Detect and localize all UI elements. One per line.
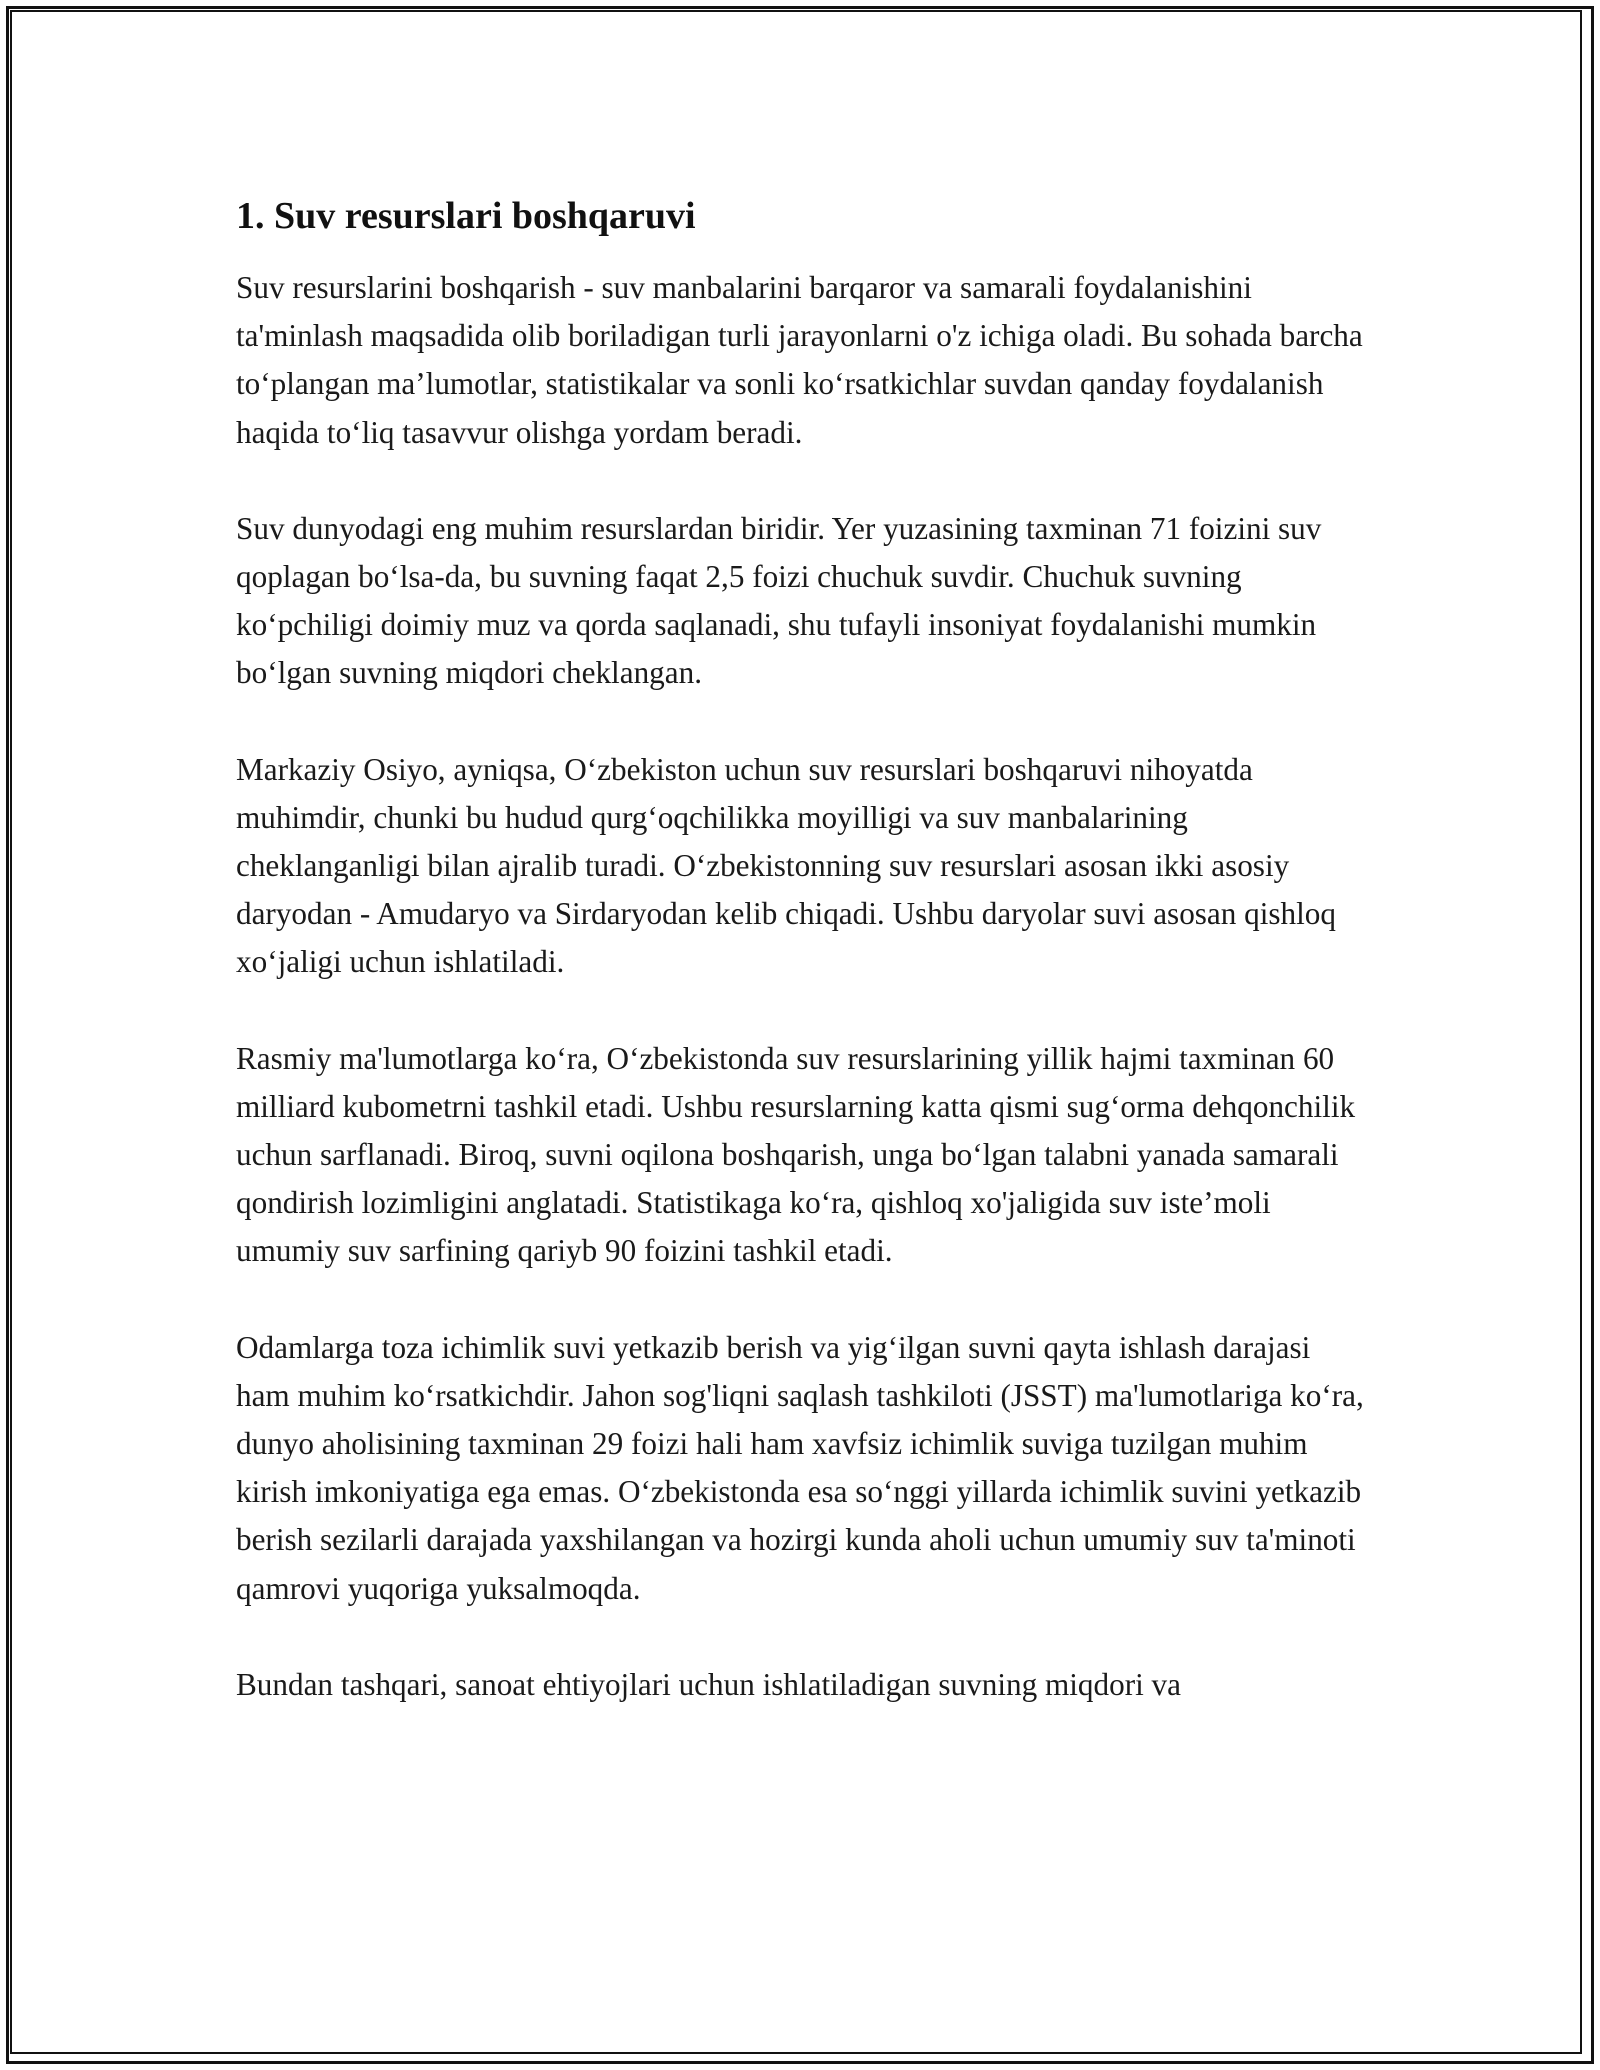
paragraph-global-water: Suv dunyodagi eng muhim resurslardan biridir. Yer yuzasining taxminan 71 foizini suv qoplagan bo‘lsa-da, bu suvning faqat 2,5 foizi chuchuk suvdir. Chuchuk suvning ko‘pchiligi doimiy muz va qorda saqlanadi, shu tufayli insoniyat foydalanishi mumkin bo‘lgan suvning miqdori cheklangan. [236,510,1322,691]
section-heading: 1. Suv resurslari boshqaruvi [236,195,696,237]
document-body [236,184,1366,1757]
paragraph-drinking-water: Odamlarga toza ichimlik suvi yetkazib berish va yig‘ilgan suvni qayta ishlash darajasi ham muhim ko‘rsatkichdir. Jahon sog'liqni saqlash tashkiloti (JSST) ma'lumotlariga ko‘ra, dunyo aholisining taxminan 29 foizi hali ham xavfsiz ichimlik suviga tuzilgan muhim kirish imkoniyatiga ega emas. O‘zbekistonda esa so‘nggi yillarda ichimlik suvini yetkazib berish sezilarli darajada yaxshilangan va hozirgi kunda aholi uchun umumiy suv ta'minoti qamrovi yuqoriga yuksalmoqda. [236,1329,1364,1606]
paragraph-water-management-intro: Suv resurslarini boshqarish - suv manbalarini barqaror va samarali foydalanishini ta'minlash maqsadida olib boriladigan turli jarayonlarni o'z ichiga oladi. Bu sohada barcha to‘plangan ma’lumotlar, statistikalar va sonli ko‘rsatkichlar suvdan qanday foydalanish haqida to‘liq tasavvur olishga yordam beradi. [236,270,1363,450]
paragraph-central-asia: Markaziy Osiyo, ayniqsa, O‘zbekiston uchun suv resurslari boshqaruvi nihoyatda muhimdir, chunki bu hudud qurg‘oqchilikka moyilligi va suv manbalarining cheklanganligi bilan ajralib turadi. O‘zbekistonning suv resurslari asosan ikki asosiy daryodan - Amudaryo va Sirdaryodan kelib chiqadi. Ushbu daryolar suvi asosan qishloq xo‘jaligi uchun ishlatiladi. [236,751,1336,980]
paragraph-industry: Bundan tashqari, sanoat ehtiyojlari uchun ishlatiladigan suvning miqdori va [236,1666,1181,1702]
paragraph-official-data: Rasmiy ma'lumotlarga ko‘ra, O‘zbekistonda suv resurslarining yillik hajmi taxminan 60 milliard kubometrni tashkil etadi. Ushbu resurslarning katta qismi sug‘orma dehqonchilik uchun sarflanadi. Biroq, suvni oqilona boshqarish, unga bo‘lgan talabni yanada samarali qondirish lozimligini anglatadi. Statistikaga ko‘ra, qishloq xo'jaligida suv iste’moli umumiy suv sarfining qariyb 90 foizini tashkil etadi. [236,1040,1356,1269]
